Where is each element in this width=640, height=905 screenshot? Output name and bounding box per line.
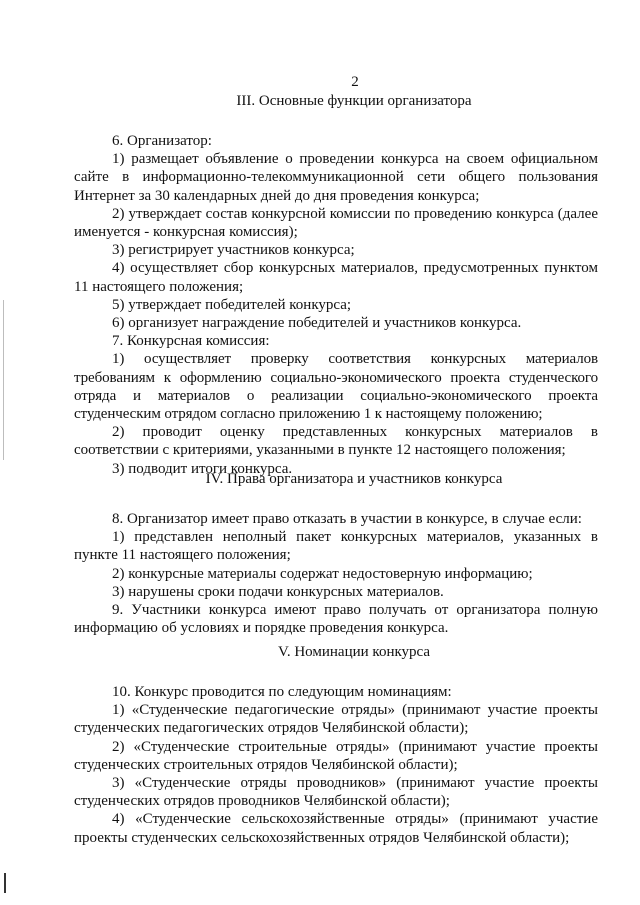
scan-edge-mark — [4, 873, 6, 893]
section-4 — [74, 470, 598, 637]
paragraph: 2) «Студенческие строительные отряды» (принимают участие проекты студенческих строительных отрядов Челябинской области); — [74, 738, 598, 773]
paragraph: 2) проводит оценку представленных конкурсных материалов в соответствии с критериями, указанными в пункте 12 настоящего положения; — [74, 424, 598, 459]
paragraph: 2) утверждает состав конкурсной комиссии по проведению конкурса (далее именуется - конкурсная комиссия); — [74, 205, 598, 241]
paragraph: 8. Организатор имеет право отказать в участии в конкурсе, в случае если: — [112, 511, 582, 527]
section-5 — [74, 643, 598, 847]
paragraph: 3) регистрирует участников конкурса; — [112, 242, 355, 259]
paragraph: 5) утверждает победителей конкурса; — [112, 296, 352, 313]
paragraph: 3) нарушены сроки подачи конкурсных материалов. — [112, 583, 444, 600]
scan-binding-mark — [3, 300, 4, 460]
paragraph: 6. Организатор: — [112, 133, 212, 149]
paragraph: 9. Участники конкурса имеют право получать от организатора полную информацию об условиях и порядке проведения конкурса. — [74, 602, 598, 637]
page-number: 2 — [351, 74, 359, 90]
paragraph: 1) размещает объявление о проведении конкурса на своем официальном сайте в информационно-телекоммуникационной сети общего пользования Интернет за 30 календарных дней до дня проведения конкурса; — [74, 151, 598, 204]
paragraph: 4) осуществляет сбор конкурсных материалов, предусмотренных пунктом 11 настоящего положения; — [74, 260, 598, 295]
paragraph: 7. Конкурсная комиссия: — [112, 333, 270, 350]
paragraph: 1) осуществляет проверку соответствия конкурсных материалов требованиям к оформлению социально-экономического проекта студенческого отряда и материалов о реализации социально-экономического проекта студенческим отрядом согласно приложению 1 к настоящему положению; — [74, 351, 598, 423]
section-3 — [74, 92, 598, 478]
paragraph: 2) конкурсные материалы содержат недостоверную информацию; — [112, 565, 533, 582]
paragraph: 6) организует награждение победителей и участников конкурса. — [112, 315, 522, 332]
section-heading: III. Основные функции организатора — [236, 93, 472, 109]
section-heading: IV. Права организатора и участников конкурса — [205, 471, 503, 487]
paragraph: 4) «Студенческие сельскохозяйственные отряды» (принимают участие проекты студенческих сельскохозяйственных отрядов Челябинской области); — [74, 811, 598, 846]
paragraph: 1) «Студенческие педагогические отряды» (принимают участие проекты студенческих педагогических отрядов Челябинской области); — [74, 702, 598, 737]
paragraph: 3) «Студенческие отряды проводников» (принимают участие проекты студенческих отрядов проводников Челябинской области); — [74, 775, 598, 810]
paragraph: 1) представлен неполный пакет конкурсных материалов, указанных в пункте 11 настоящего положения; — [74, 529, 598, 564]
paragraph: 10. Конкурс проводится по следующим номинациям: — [112, 684, 452, 700]
section-heading: V. Номинации конкурса — [277, 644, 431, 660]
paragraph: 3) подводит итоги конкурса. — [112, 460, 293, 477]
